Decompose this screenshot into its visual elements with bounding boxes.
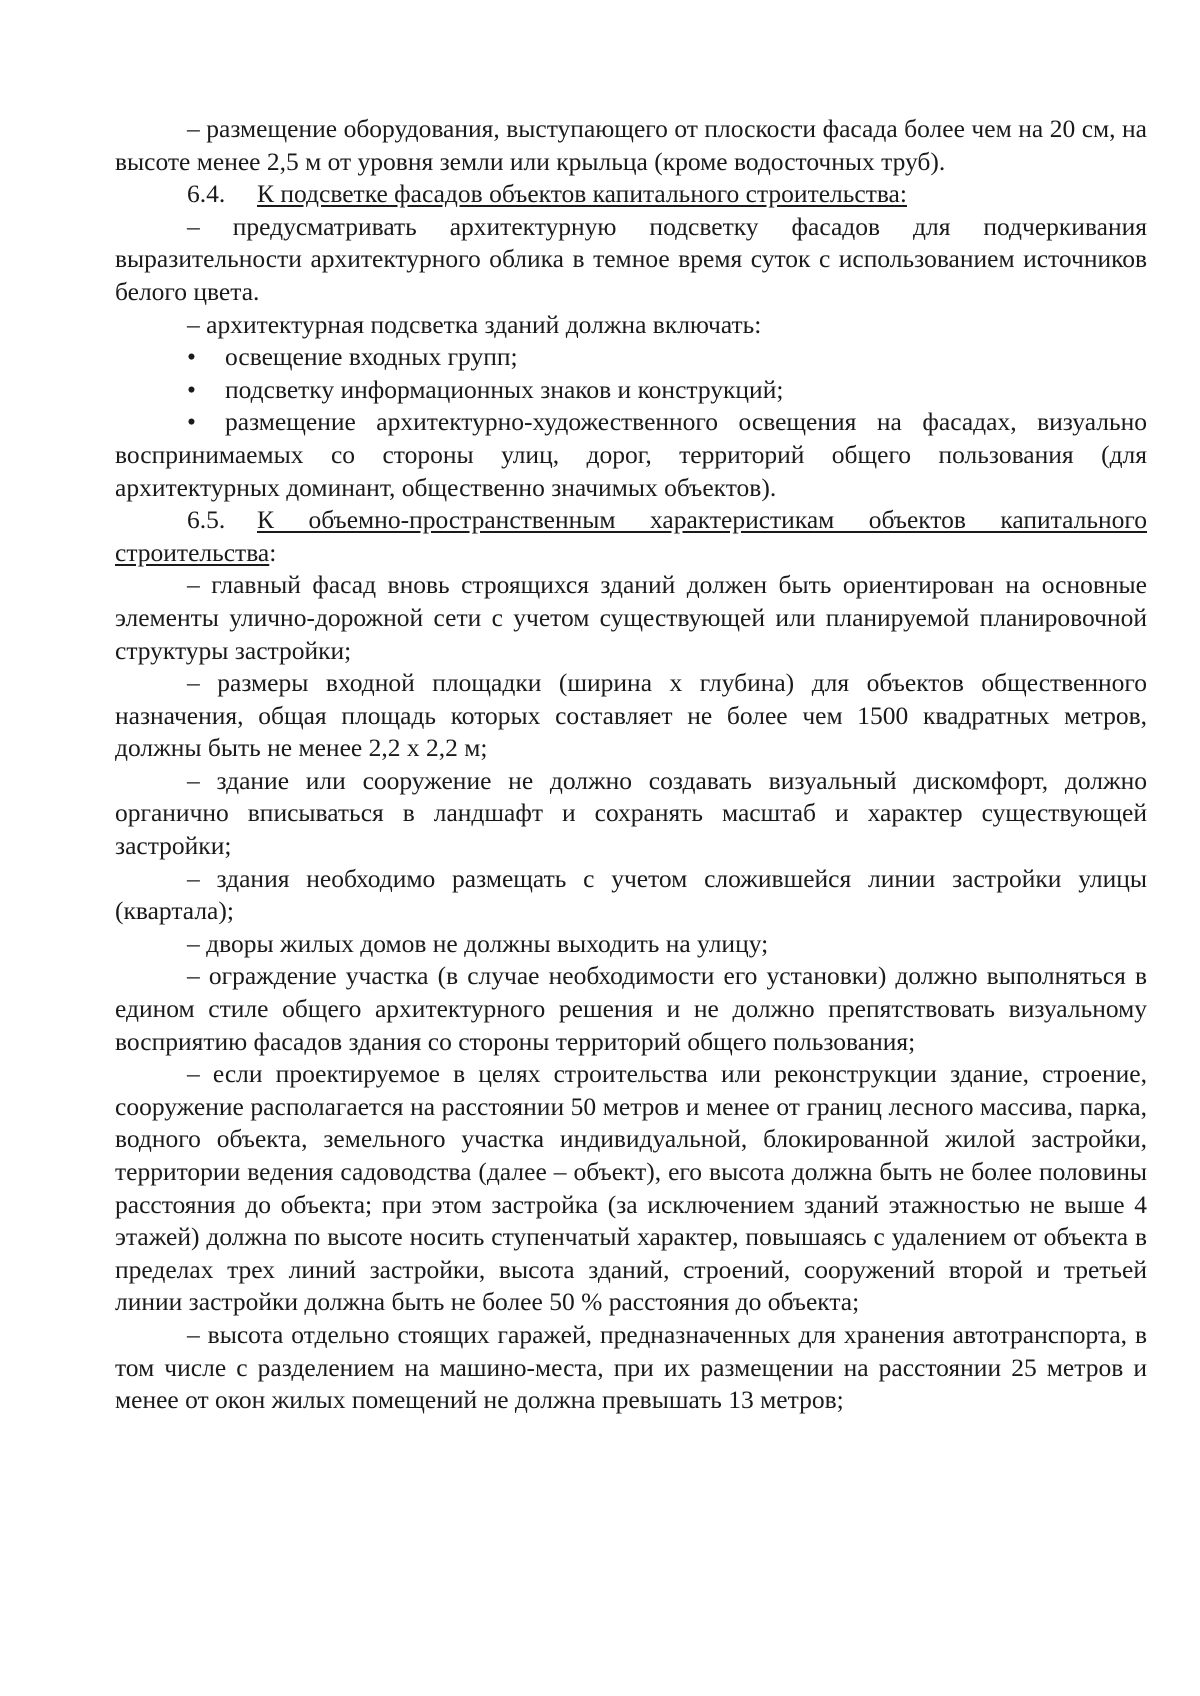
paragraph-fencing: – ограждение участка (в случае необходимости его установки) должно выполняться в едином стиле общего архитектурного решения и не должно препятствовать визуальному восприятию фасадов здания со стороны территорий общего пользования; [115,961,1147,1056]
paragraph-garage-height: – высота отдельно стоящих гаражей, предназначенных для хранения автотранспорта, в том числе с разделением на машино-места, при их размещении на расстоянии 25 метров и менее от окон жилых помещений не должна превышать 13 метров; [115,1319,1147,1415]
list-item-text: подсветку информационных знаков и конструкций; [225,374,784,404]
section-number: 6.4. [187,179,226,209]
paragraph-building-height: – если проектируемое в целях строительства или реконструкции здание, строение, сооружение располагается на расстоянии 50 метров и менее от границ лесного массива, парка, водного объекта, земельного участка индивидуальной, блокированной жилой застройки, территории ведения садоводства (далее – объект), его высота должна быть не более половины расстояния до объекта; при этом застройка (за исключением зданий этажностью не выше 4 этажей) должна по высоте носить ступенчатый характер, повышаясь с удалением от объекта в пределах трех линий застройки, высота зданий, строений, сооружений второй и третьей линии застройки должна быть не более 50 % расстояния до объекта; [115,1059,1147,1317]
paragraph-main-facade: – главный фасад вновь строящихся зданий должен быть ориентирован на основные элементы улично-дорожной сети с учетом существующей или планируемой планировочной структуры застройки; [115,570,1147,665]
bullet-icon: • [187,342,196,372]
bullet-icon: • [187,407,196,437]
paragraph-visual-comfort: – здание или сооружение не должно создавать визуальный дискомфорт, должно органично вписываться в ландшафт и сохранять масштаб и характер существующей застройки; [115,765,1147,861]
list-item [115,341,1147,374]
section-number: 6.5. [187,505,226,535]
list-item-text: размещение архитектурно-художественного освещения на фасадах, визуально воспринимаемых со стороны улиц, дорог, территорий общего пользования (для архитектурных доминант, общественно значимых объектов). [115,407,1147,502]
list-item [115,406,1147,504]
list-item-text: освещение входных групп; [225,342,518,372]
section-6-5-heading [115,504,1147,569]
document-page [115,113,1147,1417]
paragraph-entrance-platform: – размеры входной площадки (ширина х глубина) для объектов общественного назначения, общая площадь которых составляет не более чем 1500 квадратных метров, должны быть не менее 2,2 х 2,2 м; [115,668,1147,763]
section-6-4-heading [115,178,1147,211]
paragraph-courtyards: – дворы жилых домов не должны выходить на улицу; [187,928,769,958]
paragraph-architectural-lighting: – предусматривать архитектурную подсветку фасадов для подчеркивания выразительности архитектурного облика в темное время суток с использованием источников белого цвета. [115,211,1147,306]
section-title: К объемно-пространственным характеристикам объектов капитального строительства [115,505,1147,567]
bullet-icon: • [187,374,196,404]
paragraph-lighting-includes: – архитектурная подсветка зданий должна включать: [187,309,762,339]
paragraph-equipment-placement: – размещение оборудования, выступающего от плоскости фасада более чем на 20 см, на высоте менее 2,5 м от уровня земли или крыльца (кроме водосточных труб). [115,114,1147,176]
paragraph-building-line: – здания необходимо размещать с учетом сложившейся линии застройки улицы (квартала); [115,863,1147,926]
list-item [115,374,1147,407]
section-title: К подсветке фасадов объектов капитального строительства: [257,179,907,209]
section-title-suffix: : [269,537,277,567]
